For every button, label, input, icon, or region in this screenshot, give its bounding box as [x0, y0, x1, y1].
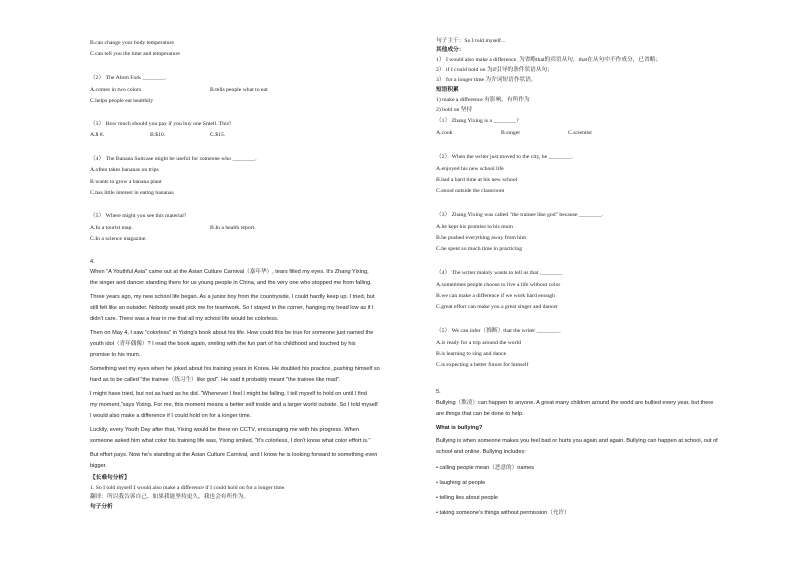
passage-line: Bullying is when someone makes you feel bad or hurts you again and again. Bullying can happen at school, out of	[436, 438, 718, 444]
option-a: A.enjoyed his new school life	[436, 166, 504, 172]
question-1: （1） Zhang Yixing is a ________?	[436, 118, 519, 124]
option-b: B.had a hard time at his new school	[436, 177, 518, 183]
phrase-line: 1) make a difference 有影响，有所作为	[436, 97, 530, 103]
bullet-item: • telling lies about people	[436, 495, 498, 501]
passage-line: Three years ago, my new school life began. As a junior boy from the countryside, I could hardly keep up. I tried, but	[90, 294, 375, 300]
option-b: B.$10.	[150, 132, 166, 138]
question-2: （2） When the writer just moved to the city, he ________.	[436, 154, 573, 160]
note-line: 2） if I could hold on 为if引导的条件状语从句；	[436, 67, 553, 73]
option-c: C.has little interest in eating bananas	[90, 190, 174, 196]
passage-heading: What is bullying?	[436, 425, 483, 431]
option-c: C.In a science magazine.	[90, 236, 147, 242]
question-5: （5） We can infer（推断）that the writer ________.	[436, 328, 561, 334]
passage-line: the singer and dancer standing there for us young people in China, and the very one who stopped me from falling.	[90, 280, 372, 286]
option-a: A.$ 8.	[90, 132, 105, 138]
option-b: B.he pushed everything away from him	[436, 235, 527, 241]
option-b: B.In a health report.	[210, 225, 256, 231]
passage-line: Something wet my eyes when he joked about his training years in Korea. He doubled his practice, pushing himself so	[90, 366, 380, 372]
passage-line: hard as to be called "the trainee（练习生）like god". He said it probably meant "the trainee like mad".	[90, 377, 341, 383]
option-c: C.great effort can make you a great singer and dancer	[436, 304, 558, 310]
note-line: 3） for a longer time 为介词短语作状语。	[436, 77, 537, 83]
passage-line: school and online. Bullying includes:	[436, 449, 526, 455]
option-b: B.wants to grow a banana plant	[90, 179, 162, 185]
option-a: A.In a tourist map.	[90, 225, 133, 231]
option-a: A.comes in two colors	[90, 87, 142, 93]
option-a: A.often takes bananas on trips	[90, 167, 159, 173]
option-c: C.is expecting a better future for himself	[436, 362, 529, 368]
passage-line: But effort pays. Now he's standing at the Asian Culture Carnival, and I know he is looking forward to something even	[90, 452, 378, 458]
question-4: （4） The Banana Suitcase might be useful for someone who ________.	[90, 156, 257, 162]
option-c: C.stood outside the classroom	[436, 188, 505, 194]
passage-line: Bullying（欺凌）can happen to anyone. A great many children around the world are bullied every year, but there	[436, 400, 714, 406]
bullet-item: • laughing at people	[436, 480, 486, 486]
passage-line: promise to his mum.	[90, 352, 141, 358]
option-c: C.he spent so much time in practicing	[436, 246, 523, 252]
passage-line: still felt like an outsider. Nobody would pick me for teamwork. So I stayed in the corner, hanging my head low as if I	[90, 305, 374, 311]
passage-line: youth idol（青年偶像）? I read the book again, smiling with the fun part of his childhood and touched by his	[90, 341, 356, 347]
sentence-main: 句子主干：So I told myself...	[436, 38, 506, 44]
option-c: C.can tell you the time and temperature	[90, 51, 180, 57]
passage-line: I would also make a difference if I could hold on for a longer time.	[90, 413, 252, 419]
passage-line: are things that can be done to help.	[436, 411, 524, 417]
option-b: B.we can make a difference if we work hard enough	[436, 293, 555, 299]
bullet-item: • taking someone's things without permission（允许）	[436, 510, 570, 516]
analysis-heading: 句子分析	[90, 504, 113, 510]
section-number: 4.	[90, 259, 95, 265]
passage-line: When "A Youthful Asia" came out at the Asian Culture Carnival（嘉年华）, tears filled my eyes. It's Zhang Yixing,	[90, 269, 369, 275]
section-number: 5.	[436, 389, 441, 395]
question-4: （4） The writer mainly wants to tell us that ________	[436, 270, 563, 276]
option-a: A.is ready for a trip around the world	[436, 340, 521, 346]
option-b: B.can change your body temperature	[90, 40, 174, 46]
analysis-translation: 翻译：所以我告诉自己，如果我能坚持更久，我也会有所作为。	[90, 494, 250, 500]
passage-line: didn't care. There was a fear in me that all my school life would be colorless.	[90, 316, 279, 322]
phrase-heading: 短语积累	[436, 87, 459, 93]
other-parts-heading: 其他成分：	[436, 47, 465, 53]
passage-line: Then on May 4, I saw "colorless" in Yixing's book about his life. How could this be true for someone just named the	[90, 330, 374, 336]
option-a: A.sometimes people choose to live a life without color	[436, 282, 561, 288]
passage-line: Luckily, every Youth Day after that, Yixing would be there on CCTV, encouraging me with his progress. When	[90, 427, 359, 433]
option-c: C.scientist	[568, 130, 592, 136]
analysis-title: 【长难句分析】	[90, 475, 130, 481]
option-a: A.he kept his promise to his mum	[436, 224, 513, 230]
option-b: B.is learning to sing and dance	[436, 351, 507, 357]
option-c: C.helps people eat healthily	[90, 98, 154, 104]
passage-line: bigger.	[90, 463, 107, 469]
question-2: （2） The Abrm Fork ________.	[90, 75, 167, 81]
option-b: B.tells people what to eat	[210, 87, 268, 93]
passage-line: I might have tried, but not as hard as he did. "Whenever I feel I might be falling, I tell myself to hold on until I find	[90, 391, 367, 397]
bullet-item: • calling people mean（恶意的）names	[436, 465, 535, 471]
option-a: A.cook	[436, 130, 453, 136]
question-3: （3） Zhang Yixing was called "the trainee like god" because ________.	[436, 212, 603, 218]
analysis-sentence: 1. So I told myself I would also make a difference if I could hold on for a longer time.	[90, 485, 286, 491]
option-c: C.$15.	[210, 132, 226, 138]
note-line: 1） I would also make a difference. 为省略that的宾语从句，that在从句中不作成分，已省略；	[436, 57, 662, 63]
passage-line: someone asked him what color his training life was, Yixing smiled, "It's colorless, I don't know what color effort is."	[90, 438, 371, 444]
question-5: （5） Where might you see this material?	[90, 213, 187, 219]
passage-line: my moment,"says Yixing. For me, this moment means a better self inside and a larger world outside. So I told myself	[90, 402, 378, 408]
phrase-line: 2) hold on 坚持	[436, 107, 473, 113]
option-b: B.singer	[501, 130, 521, 136]
question-3: （3） How much should you pay if you buy one Smell. This?	[90, 121, 232, 127]
